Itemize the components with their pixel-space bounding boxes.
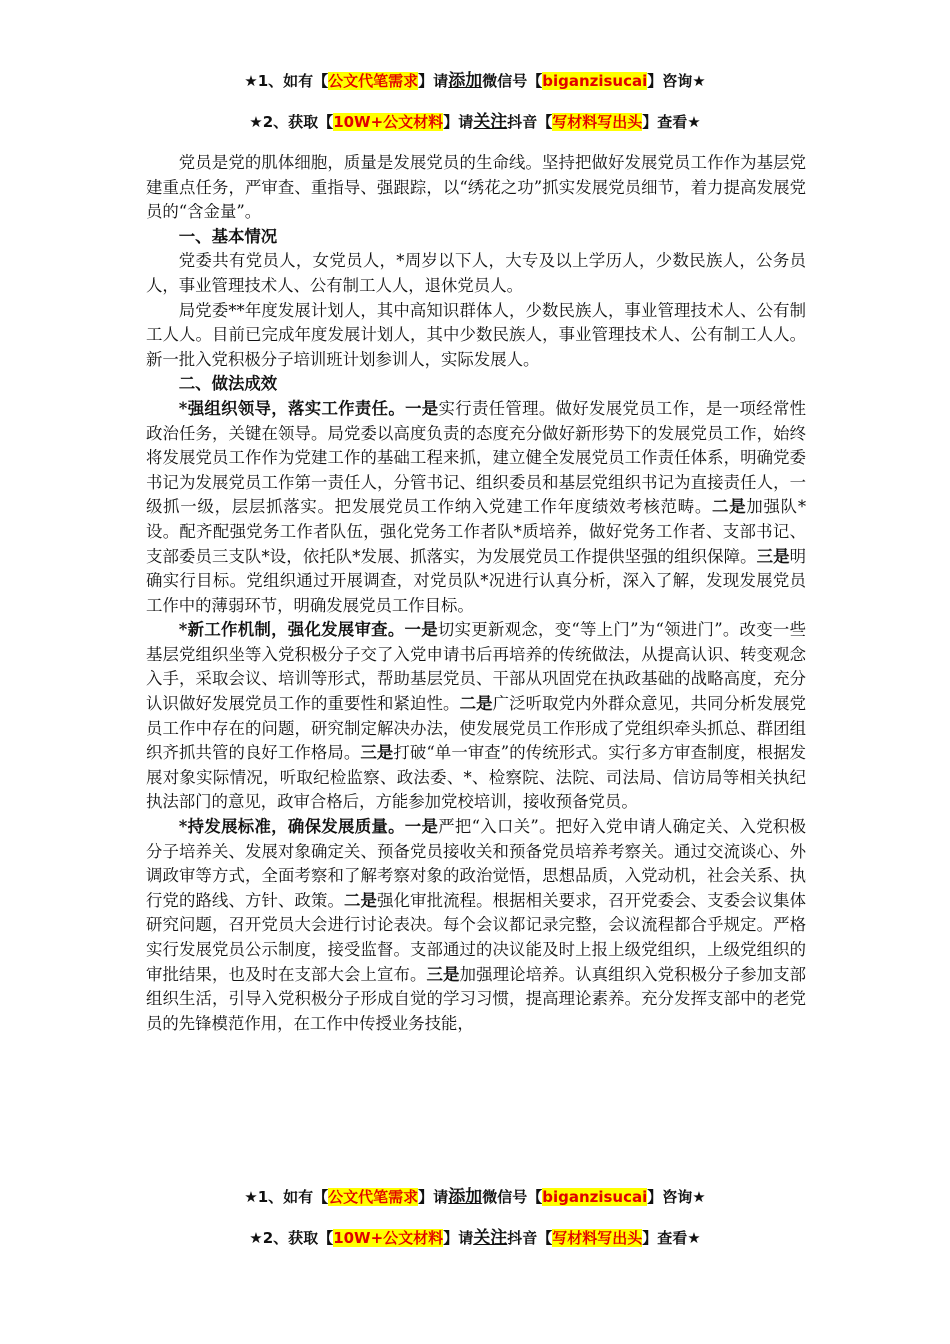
paragraph-basic-2: 局党委**年度发展计划人，其中高知识群体人，少数民族人，事业管理技术人、公有制工人人。目前已完成年度发展计划人，其中少数民族人，事业管理技术人、公有制工人人。新一批入党积极分子培训班计划参训人，实际发展人。 bbox=[146, 300, 806, 369]
measure-3-k2: 二是 bbox=[344, 890, 378, 910]
emphasis-add: 添加 bbox=[448, 1187, 483, 1207]
paragraph-basic-1: 党委共有党员人，女党员人，*周岁以下人，大专及以上学历人，少数民族人，公务员人，事业管理技术人、公有制工人人，退休党员人。 bbox=[146, 251, 806, 295]
paragraph-measure-1: *强组织领导，落实工作责任。一是实行责任管理。做好发展党员工作，是一项经常性政治任务，关键在领导。局党委以高度负责的态度充分做好新形势下的发展党员工作，始终将发展党员工作作为党建工作的基础工程来抓，建立健全发展党员工作责任体系，明确党委书记为发展党员工作第一责任人，分管书记、组织委员和基层党组织书记为直接责任人，一级抓一级，层层抓落实。把发展党员工作纳入党建工作年度绩效考核范畴。二是加强队*设。配齐配强党务工作者队伍，强化党务工作者队*质培养，做好党务工作者、支部书记、支部委员三支队*设，依托队*发展、抓落实，为发展党员工作提供坚强的组织保障。三是明确实行目标。党组织通过开展调查，对党员队*况进行认真分析，深入了解，发现发展党员工作中的薄弱环节，明确发展党员工作目标。 bbox=[146, 398, 807, 615]
measure-2-k1: 一是 bbox=[404, 620, 438, 640]
section-heading-2: 二、做法成效 bbox=[178, 374, 278, 394]
paragraph-measure-3: *持发展标准，确保发展质量。一是严把“入口关”。把好入党申请人确定关、入党积极分子培养关、发展对象确定关、预备党员接收关和预备党员培养考察关。通过交流谈心、外调政审等方式，全面考察和了解考察对象的政治觉悟，思想品质，入党动机，社会关系、执行党的路线、方针、政策。二是强化审批流程。根据相关要求，召开党委会、支委会议集体研究问题，召开党员大会进行讨论表决。每个会议都记录完整，会议流程都合乎规定。严格实行发展党员公示制度，接受监督。支部通过的决议能及时上报上级党组织，上级党组织的审批结果，也及时在支部大会上宣布。三是加强理论培养。认真组织入党积极分子参加支部组织生活，引导入党积极分子形成自觉的学习习惯，提高理论素养。充分发挥支部中的老党员的先锋模范作用，在工作中传授业务技能， bbox=[146, 817, 807, 1033]
emphasis-add: 添加 bbox=[448, 71, 483, 91]
banner-line-1-bottom: ★1、如有【公文代笔需求】请添加微信号【biganzisucai】咨询★ bbox=[244, 1187, 706, 1207]
measure-3-title: *持发展标准，确保发展质量。 bbox=[178, 817, 405, 837]
measure-3-k1: 一是 bbox=[404, 817, 439, 837]
measure-3-k3: 三是 bbox=[426, 964, 460, 984]
highlight-materials: 10W+公文材料 bbox=[333, 113, 444, 131]
measure-2-k2: 二是 bbox=[459, 694, 493, 714]
highlight-douyin: 写材料写出头 bbox=[552, 1229, 643, 1247]
emphasis-follow: 关注 bbox=[473, 112, 508, 132]
banner-line-2-bottom: ★2、获取【10W+公文材料】请关注抖音【写材料写出头】查看★ bbox=[249, 1228, 701, 1248]
highlight-service: 公文代笔需求 bbox=[328, 72, 419, 90]
measure-1-k3: 三是 bbox=[756, 546, 790, 566]
measure-1-k1: 一是 bbox=[405, 398, 439, 418]
banner-line-1-top: ★1、如有【公文代笔需求】请添加微信号【biganzisucai】咨询★ bbox=[244, 71, 706, 91]
document-body bbox=[146, 151, 806, 1036]
measure-1-title: *强组织领导，落实工作责任。 bbox=[178, 398, 406, 418]
highlight-wechat-id: biganzisucai bbox=[542, 1188, 648, 1206]
intro-paragraph: 党员是党的肌体细胞，质量是发展党员的生命线。坚持把做好发展党员工作作为基层党建重点任务，严审查、重指导、强跟踪，以“绣花之功”抓实发展党员细节，着力提高发展党员的“含金量”。 bbox=[146, 153, 806, 222]
highlight-materials: 10W+公文材料 bbox=[333, 1229, 444, 1247]
highlight-wechat-id: biganzisucai bbox=[542, 72, 648, 90]
emphasis-follow: 关注 bbox=[473, 1228, 508, 1248]
highlight-service: 公文代笔需求 bbox=[328, 1188, 419, 1206]
paragraph-measure-2: *新工作机制，强化发展审查。一是切实更新观念，变“等上门”为“领进门”。改变一些基层党组织坐等入党积极分子交了入党申请书后再培养的传统做法，从提高认识、转变观念入手，采取会议、培训等形式，帮助基层党员、干部从巩固党在执政基础的战略高度，充分认识做好发展党员工作的重要性和紧迫性。二是广泛听取党内外群众意见，共同分析发展党员工作中存在的问题，研究制定解决办法，使发展党员工作形成了党组织牵头抓总、群团组织齐抓共管的良好工作格局。三是打破“单一审查”的传统形式。实行多方审查制度，根据发展对象实际情况，听取纪检监察、政法委、*、检察院、法院、司法局、信访局等相关执纪执法部门的意见，政审合格后，方能参加党校培训，接收预备党员。 bbox=[146, 620, 807, 812]
measure-2-k3: 三是 bbox=[360, 743, 394, 763]
banner-line-2-top: ★2、获取【10W+公文材料】请关注抖音【写材料写出头】查看★ bbox=[249, 112, 701, 132]
section-heading-1: 一、基本情况 bbox=[178, 226, 278, 246]
highlight-douyin: 写材料写出头 bbox=[552, 113, 643, 131]
measure-1-k2: 二是 bbox=[712, 497, 747, 517]
measure-2-title: *新工作机制，强化发展审查。 bbox=[178, 620, 405, 640]
